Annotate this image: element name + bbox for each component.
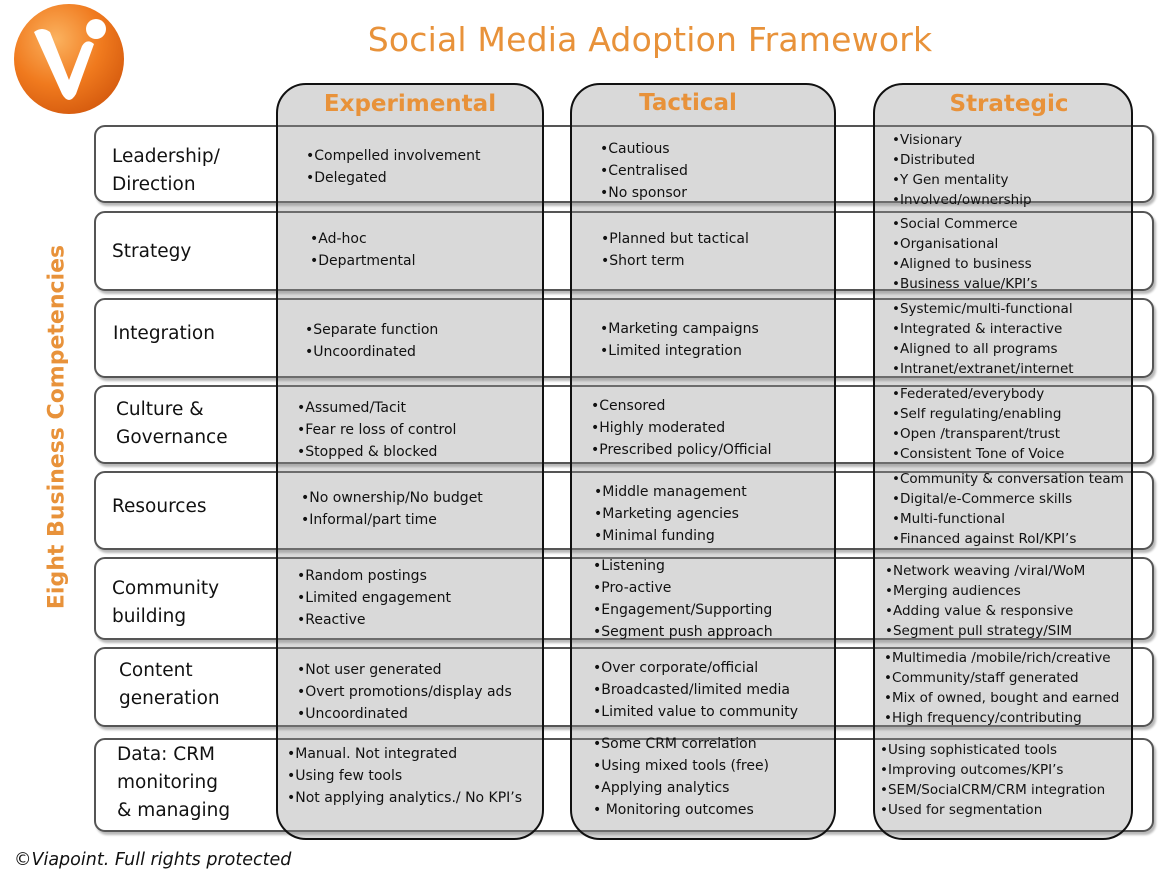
cell-strategy-strategic — [892, 214, 1038, 294]
list-item: • Some CRM correlation — [593, 733, 769, 755]
cell-culture-tactical — [591, 395, 772, 461]
list-item: • Cautious — [600, 138, 688, 160]
list-item: • Assumed/Tacit — [297, 397, 456, 419]
list-item: • Censored — [591, 395, 772, 417]
list-item: • Y Gen mentality — [892, 170, 1032, 190]
row-label-culture: Culture & Governance — [116, 399, 228, 448]
list-item: • Multimedia /mobile/rich/creative — [884, 648, 1119, 668]
list-item: • Compelled involvement — [306, 145, 481, 167]
cell-leadership-tactical — [600, 138, 688, 204]
list-item: • Informal/part time — [301, 509, 483, 531]
list-item: • Visionary — [892, 130, 1032, 150]
list-item: • Community & conversation team — [892, 469, 1124, 489]
row-label-content: Content generation — [119, 660, 220, 709]
list-item: • Listening — [593, 555, 773, 577]
list-item: • Using mixed tools (free) — [593, 755, 769, 777]
cell-integration-tactical — [600, 318, 759, 362]
list-item: • High frequency/contributing — [884, 708, 1119, 728]
list-item: • Digital/e-Commerce skills — [892, 489, 1124, 509]
list-item: • Engagement/Supporting — [593, 599, 773, 621]
copyright-text: ©Viapoint. Full rights protected — [14, 850, 292, 870]
row-label-community: Community building — [112, 578, 220, 627]
list-item: • Aligned to business — [892, 254, 1038, 274]
list-item: • Limited engagement — [297, 587, 451, 609]
cell-content-tactical — [593, 657, 798, 723]
list-item: • Integrated & interactive — [892, 319, 1074, 339]
viapoint-logo-icon — [12, 2, 126, 116]
list-item: • Manual. Not integrated — [287, 743, 522, 765]
cell-content-strategic — [884, 648, 1119, 728]
list-item: • Fear re loss of control — [297, 419, 456, 441]
list-item: • Adding value & responsive — [885, 601, 1085, 621]
cell-integration-strategic — [892, 299, 1074, 379]
list-item: • Stopped & blocked — [297, 441, 456, 463]
list-item: • Systemic/multi-functional — [892, 299, 1074, 319]
list-item: • Multi-functional — [892, 509, 1124, 529]
list-item: • Using few tools — [287, 765, 522, 787]
list-item: • Marketing campaigns — [600, 318, 759, 340]
list-item: • Middle management — [594, 481, 747, 503]
list-item: • Using sophisticated tools — [880, 740, 1105, 760]
cell-culture-strategic — [892, 384, 1064, 464]
list-item: • Organisational — [892, 234, 1038, 254]
list-item: • Community/staff generated — [884, 668, 1119, 688]
list-item: • Limited integration — [600, 340, 759, 362]
cell-leadership-experimental — [306, 145, 481, 189]
list-item: • Separate function — [305, 319, 438, 341]
list-item: • Federated/everybody — [892, 384, 1064, 404]
row-label-resources: Resources — [112, 496, 207, 517]
list-item: • Broadcasted/limited media — [593, 679, 798, 701]
list-item: • Segment push approach — [593, 621, 773, 643]
side-label-text: Eight Business Competencies — [44, 244, 70, 610]
cell-data-strategic — [880, 740, 1105, 820]
list-item: • Distributed — [892, 150, 1032, 170]
list-item: • Uncoordinated — [297, 703, 512, 725]
list-item: • Limited value to community — [593, 701, 798, 723]
list-item: • Improving outcomes/KPI’s — [880, 760, 1105, 780]
list-item: • No sponsor — [600, 182, 688, 204]
list-item: • Social Commerce — [892, 214, 1038, 234]
list-item: • Self regulating/enabling — [892, 404, 1064, 424]
page-title: Social Media Adoption Framework — [367, 20, 933, 59]
list-item: • Planned but tactical — [601, 228, 749, 250]
list-item: • Ad-hoc — [310, 228, 415, 250]
list-item: • Minimal funding — [594, 525, 747, 547]
stage-title-tactical: Tactical — [639, 90, 737, 116]
list-item: • Aligned to all programs — [892, 339, 1074, 359]
list-item: • Pro-active — [593, 577, 773, 599]
cell-strategy-experimental — [310, 228, 415, 272]
cell-resources-tactical — [594, 481, 747, 547]
cell-integration-experimental — [305, 319, 438, 363]
list-item: • SEM/SocialCRM/CRM integration — [880, 780, 1105, 800]
list-item: • Delegated — [306, 167, 481, 189]
list-item: • Network weaving /viral/WoM — [885, 561, 1085, 581]
cell-culture-experimental — [297, 397, 456, 463]
list-item: • Uncoordinated — [305, 341, 438, 363]
list-item: • Reactive — [297, 609, 451, 631]
cell-leadership-strategic — [892, 130, 1032, 210]
cell-community-experimental — [297, 565, 451, 631]
list-item: • Business value/KPI’s — [892, 274, 1038, 294]
row-label-leadership: Leadership/ Direction — [112, 146, 220, 195]
list-item: • Monitoring outcomes — [593, 799, 769, 821]
list-item: • Marketing agencies — [594, 503, 747, 525]
cell-resources-strategic — [892, 469, 1124, 549]
cell-data-experimental — [287, 743, 522, 809]
row-label-strategy: Strategy — [112, 241, 192, 262]
list-item: • Intranet/extranet/internet — [892, 359, 1074, 379]
list-item: • Prescribed policy/Official — [591, 439, 772, 461]
list-item: • Financed against RoI/KPI’s — [892, 529, 1124, 549]
stage-title-strategic: Strategic — [949, 91, 1069, 117]
list-item: • Mix of owned, bought and earned — [884, 688, 1119, 708]
stage-title-experimental: Experimental — [323, 91, 497, 117]
cell-strategy-tactical — [601, 228, 749, 272]
list-item: • Over corporate/official — [593, 657, 798, 679]
list-item: • Consistent Tone of Voice — [892, 444, 1064, 464]
list-item: • Departmental — [310, 250, 415, 272]
list-item: • Overt promotions/display ads — [297, 681, 512, 703]
list-item: • Not applying analytics./ No KPI’s — [287, 787, 522, 809]
list-item: • Random postings — [297, 565, 451, 587]
list-item: • No ownership/No budget — [301, 487, 483, 509]
cell-community-strategic — [885, 561, 1085, 641]
row-label-integration: Integration — [113, 323, 215, 344]
cell-resources-experimental — [301, 487, 483, 531]
cell-content-experimental — [297, 659, 512, 725]
cell-community-tactical — [593, 555, 773, 643]
list-item: • Open /transparent/trust — [892, 424, 1064, 444]
list-item: • Applying analytics — [593, 777, 769, 799]
list-item: • Short term — [601, 250, 749, 272]
list-item: • Not user generated — [297, 659, 512, 681]
list-item: • Merging audiences — [885, 581, 1085, 601]
list-item: • Highly moderated — [591, 417, 772, 439]
cell-data-tactical — [593, 733, 769, 821]
list-item: • Used for segmentation — [880, 800, 1105, 820]
list-item: • Centralised — [600, 160, 688, 182]
list-item: • Involved/ownership — [892, 190, 1032, 210]
list-item: • Segment pull strategy/SIM — [885, 621, 1085, 641]
row-label-data: Data: CRM monitoring & managing — [117, 744, 231, 821]
